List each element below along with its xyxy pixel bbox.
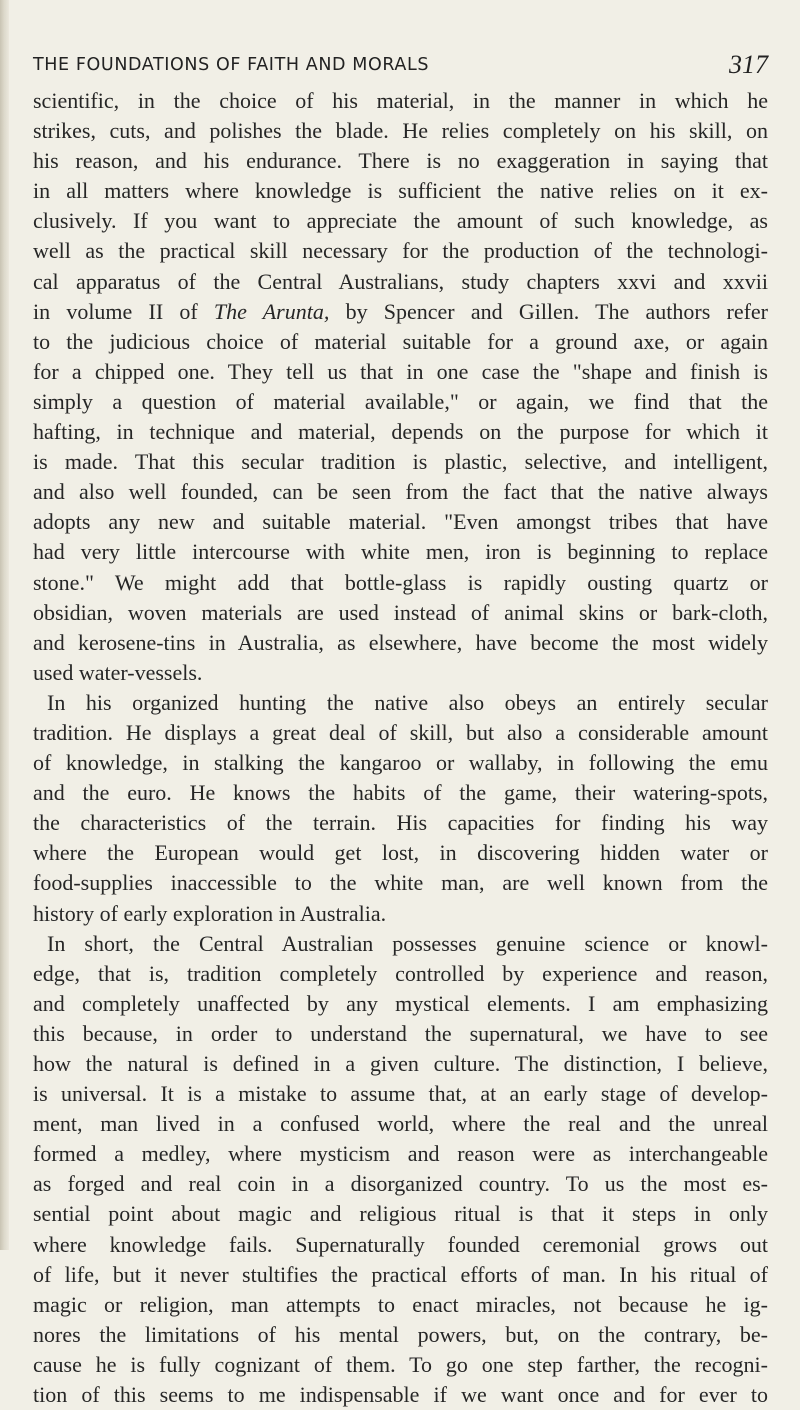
text-line: obsidian, woven materials are used instead of animal skins or bark-cloth, (33, 599, 768, 625)
text-line: this because, in order to understand the supernatural, we have to see (33, 1020, 768, 1046)
body-text (33, 86, 768, 1410)
text-line: scientific, in the choice of his material, in the manner in which he (33, 88, 768, 113)
text-line: tion of this seems to me indispensable if we want once and for ever to (33, 1382, 768, 1408)
text-line: ment, man lived in a confused world, where the real and the unreal (33, 1111, 768, 1137)
text-line: stone." We might add that bottle-glass is rapidly ousting quartz or (33, 569, 768, 595)
text-line: tradition. He displays a great deal of skill, but also a considerable amount (33, 719, 768, 745)
text-line: and completely unaffected by any mystical elements. I am emphasizing (33, 990, 768, 1016)
text-line: of knowledge, in stalking the kangaroo or wallaby, in following the emu (33, 750, 768, 776)
page-binding-edge (0, 0, 9, 1250)
paragraph-end-line: used water-vessels. (33, 659, 203, 685)
text-line: his reason, and his endurance. There is no exaggeration in saying that (33, 148, 768, 174)
text-line: edge, that is, tradition completely controlled by experience and reason, (33, 960, 768, 986)
text-line: cause he is fully cognizant of them. To go one step farther, the recogni- (33, 1351, 768, 1377)
text-line: how the natural is defined in a given culture. The distinction, I believe, (33, 1051, 768, 1076)
text-line: for a chipped one. They tell us that in one case the "shape and finish is (33, 358, 768, 384)
text-line: had very little intercourse with white men, iron is beginning to replace (33, 539, 768, 565)
paragraph-start-line: In short, the Central Australian possesses genuine science or knowl- (47, 930, 768, 956)
text-line-with-title (33, 297, 768, 327)
text-line: of life, but it never stultifies the practical efforts of man. In his ritual of (33, 1261, 768, 1287)
text-line: and kerosene-tins in Australia, as elsewhere, have become the most widely (33, 629, 768, 655)
page-header (33, 50, 768, 84)
text-line: well as the practical skill necessary for the production of the technologi- (33, 238, 768, 264)
text-line: simply a question of material available," or again, we find that the (33, 388, 768, 414)
book-title: The Arunta, (213, 298, 330, 324)
text-line: in all matters where knowledge is sufficient the native relies on it ex- (33, 178, 768, 204)
text-line: and also well founded, can be seen from the fact that the native always (33, 479, 768, 505)
text-line: adopts any new and suitable material. "Even amongst tribes that have (33, 509, 768, 535)
text-line: magic or religion, man attempts to enact miracles, not because he ig- (33, 1291, 768, 1317)
paragraph-end-line: history of early exploration in Australia. (33, 900, 387, 926)
text-line: hafting, in technique and material, depends on the purpose for which it (33, 419, 768, 445)
text-line: clusively. If you want to appreciate the amount of such knowledge, as (33, 208, 768, 234)
text-line: where the European would get lost, in discovering hidden water or (33, 840, 768, 866)
paragraph-start-line: In his organized hunting the native also obeys an entirely secular (47, 689, 768, 715)
text-line: where knowledge fails. Supernaturally founded ceremonial grows out (33, 1231, 768, 1257)
text-line: as forged and real coin in a disorganized country. To us the most es- (33, 1171, 768, 1197)
text-line: is universal. It is a mistake to assume that, at an early stage of develop- (33, 1081, 768, 1107)
text-line: formed a medley, where mysticism and reason were as interchangeable (33, 1141, 768, 1167)
text-line: and the euro. He knows the habits of the game, their watering-spots, (33, 780, 768, 806)
running-head: THE FOUNDATIONS OF FAITH AND MORALS (33, 55, 430, 75)
page-number: 317 (729, 50, 768, 79)
text-line: strikes, cuts, and polishes the blade. He relies completely on his skill, on (33, 118, 768, 144)
text-line: sential point about magic and religious ritual is that it steps in only (33, 1201, 768, 1227)
text-line: cal apparatus of the Central Australians, study chapters xxvi and xxvii (33, 268, 768, 294)
text-segment: by Spencer and Gillen. The authors refer (329, 298, 768, 324)
text-line: is made. That this secular tradition is plastic, selective, and intelligent, (33, 449, 768, 475)
text-line: nores the limitations of his mental powers, but, on the contrary, be- (33, 1321, 768, 1347)
text-line: the characteristics of the terrain. His capacities for finding his way (33, 810, 768, 836)
text-segment: in volume II of (33, 298, 214, 324)
text-line: to the judicious choice of material suitable for a ground axe, or again (33, 328, 768, 354)
text-line: food-supplies inaccessible to the white man, are well known from the (33, 870, 768, 896)
